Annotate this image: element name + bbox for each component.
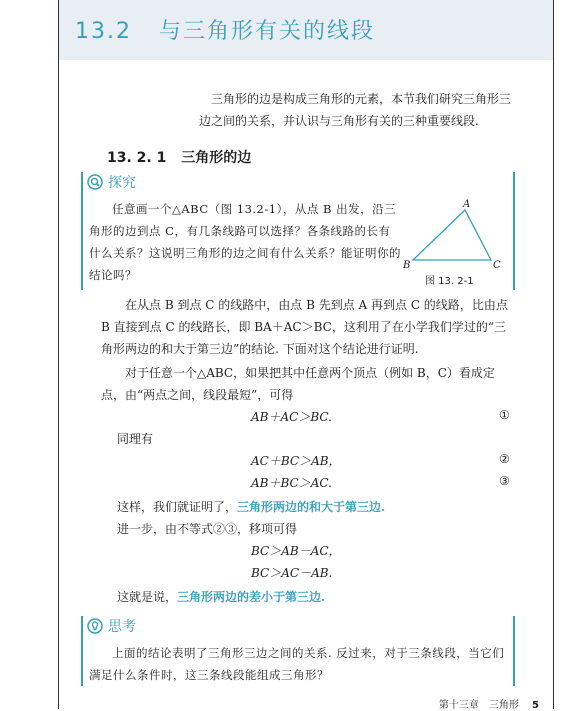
- page-frame: [58, 0, 554, 709]
- section-header: [59, 0, 553, 60]
- inequality-2: AC＋BC＞AB，: [251, 454, 341, 468]
- explore-text: 任意画一个△ABC（图 13.2-1），从点 B 出发，沿三角形的边到点 C，有几条线路可以选择？各条线路的长有什么关系？这说明三角形的边之间有什么关系？能证明你的结论吗？: [89, 202, 401, 282]
- intro-paragraph: 三角形的边是构成三角形的元素，本节我们研究三角形三边之间的关系，并认识与三角形有关的三种重要线段.: [199, 92, 512, 128]
- subsection-title: 三角形的边: [181, 150, 252, 166]
- paragraph-3-text: 这样，我们就证明了，: [117, 500, 238, 514]
- paragraph-3: [117, 496, 533, 518]
- subsection-heading: [107, 147, 251, 167]
- figure-caption: 图 13. 2-1: [425, 276, 474, 287]
- think-box: [81, 616, 515, 686]
- paragraph-5: [117, 586, 533, 608]
- triangle-figure: [403, 198, 511, 278]
- subsection-number: 13. 2. 1: [107, 150, 167, 166]
- inequality-3: AB＋BC＞AC.: [251, 476, 332, 490]
- vertex-c-label: C: [493, 260, 501, 271]
- paragraph-2: 对于任意一个△ABC，如果把其中任意两个顶点（例如 B，C）看成定点，由“两点之间，线段最短”，可得: [101, 366, 495, 402]
- section-heading-number: 13.2: [75, 19, 132, 44]
- inequality-5: BC＞AC－AB.: [251, 566, 333, 580]
- section-heading-title: 与三角形有关的线段: [158, 19, 375, 44]
- similarly-text: 同理有: [117, 432, 154, 446]
- footer-chapter: 第十三章 三角形: [438, 700, 519, 711]
- inequality-4: BC＞AB－AC，: [251, 544, 341, 558]
- lightbulb-icon: [87, 618, 103, 634]
- inequality-2-number: ②: [499, 452, 510, 466]
- paragraph-5-text: 这就是说，: [117, 590, 178, 604]
- page-number: 5: [532, 700, 539, 711]
- think-header: [87, 616, 136, 636]
- inequality-3-number: ③: [499, 474, 510, 488]
- explore-header: [87, 172, 136, 192]
- inequality-1: AB＋AC＞BC.: [251, 410, 332, 424]
- vertex-b-label: B: [403, 260, 411, 271]
- triangle-difference-rule: 三角形两边的差小于第三边.: [177, 590, 326, 604]
- inequality-1-number: ①: [499, 408, 510, 422]
- paragraph-1: 在从点 B 到点 C 的线路中，由点 B 先到点 A 再到点 C 的线路，比由点 B 直接到点 C 的线路长，即 BA＋AC＞BC，这利用了在小学我们学过的“三角形两边的和大于第三边”的结论. 下面对这个结论进行证明.: [101, 298, 508, 356]
- magnifier-icon: [87, 174, 103, 190]
- think-text: 上面的结论表明了三角形三边之间的关系. 反过来，对于三条线段，当它们满足什么条件时，这三条线段能组成三角形？: [89, 646, 505, 682]
- vertex-a-label: A: [463, 199, 471, 210]
- think-label: 思考: [108, 619, 136, 635]
- section-heading: [75, 14, 375, 45]
- paragraph-4: 进一步，由不等式②③，移项可得: [117, 522, 298, 536]
- explore-label: 探究: [108, 175, 136, 191]
- triangle-abc: [413, 210, 491, 260]
- triangle-sum-rule: 三角形两边的和大于第三边.: [237, 500, 386, 514]
